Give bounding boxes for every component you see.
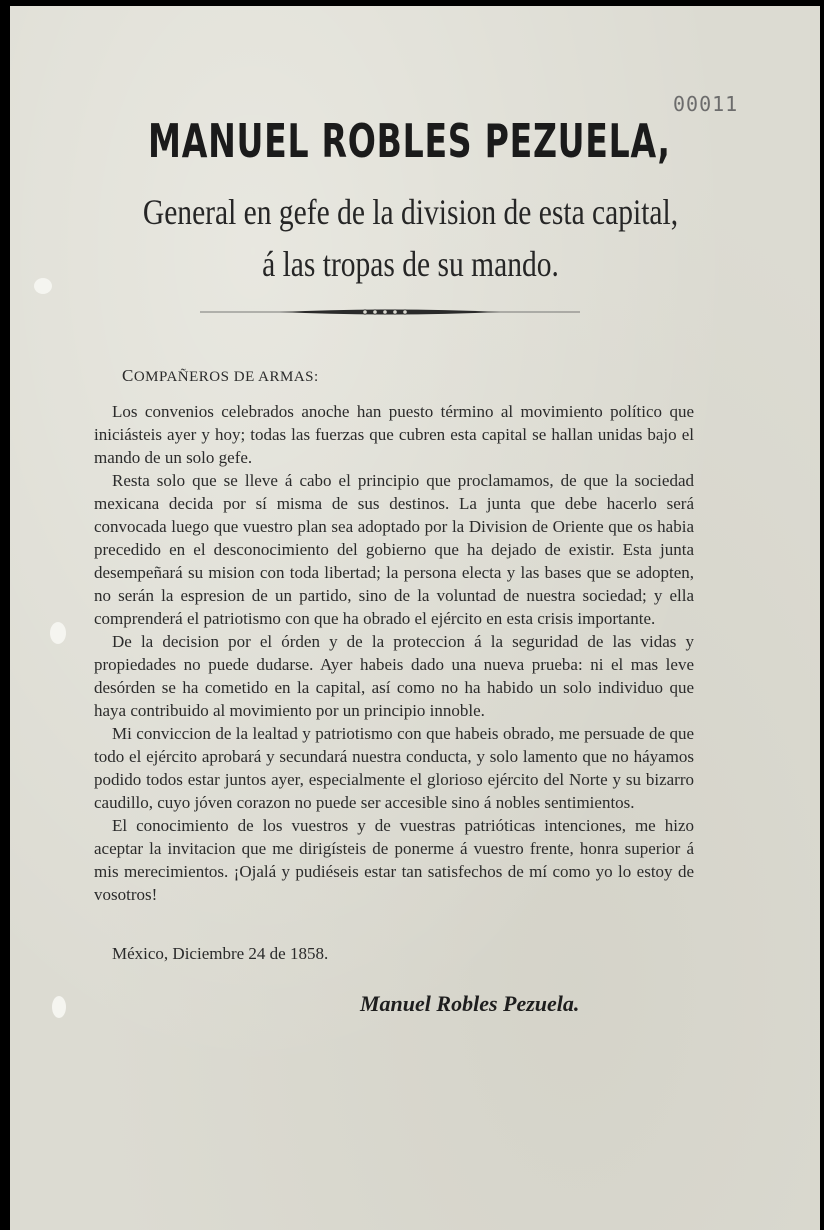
archive-number: 00011 <box>673 92 739 116</box>
paragraph-2: Resta solo que se lleve á cabo el principio que proclamamos, de que la sociedad mexicana decida por sí misma de sus destinos. La junta que debe hacerlo será convocada luego que vuestro plan sea adoptado por la Division de Oriente que os habia precedido en el desconocimiento del gobierno que ha dejado de existir. Esta junta desempeñará su mision con toda libertad; la persona electa y las bases que se adopten, no serán la espresion de un partido, sino de la voluntad de nuestra sociedad; y ella comprenderá el patriotismo con que ha obrado el ejército en esta crisis importante. <box>94 471 694 628</box>
paper-damage-spot <box>34 278 52 294</box>
dateline: México, Diciembre 24 de 1858. <box>112 944 329 963</box>
paragraph-1: Los convenios celebrados anoche han puesto término al movimiento político que iniciásteis ayer y hoy; todas las fuerzas que cubren esta capital se hallan unidas bajo el mando de un solo gefe. <box>94 402 694 467</box>
document-page <box>10 6 820 1230</box>
salutation-initial: C <box>122 366 134 385</box>
signature: Manuel Robles Pezuela. <box>360 991 580 1016</box>
ornamental-rule <box>200 306 580 318</box>
document-title: MANUEL ROBLES PEZUELA, <box>148 114 671 168</box>
salutation <box>122 366 319 386</box>
document-subtitle-line1: General en gefe de la division de esta capital, <box>142 192 679 232</box>
paragraph-3: De la decision por el órden y de la proteccion á la seguridad de las vidas y propiedades no puede dudarse. Ayer habeis dado una nueva prueba: ni el mas leve desórden se ha cometido en la capital, así como no ha habido un solo individuo que haya contribuido al movimiento por un principio innoble. <box>94 632 694 720</box>
paper-damage-spot <box>52 996 66 1018</box>
paragraph-4: Mi conviccion de la lealtad y patriotismo con que habeis obrado, me persuade de que todo el ejército aprobará y secundará nuestra conducta, y solo lamento que no háyamos podido todos estar juntos ayer, especialmente el glorioso ejército del Norte y su bizarro caudillo, cuyo jóven corazon no puede ser accesible sino á nobles sentimientos. <box>94 724 694 812</box>
salutation-rest: OMPAÑEROS DE ARMAS: <box>133 369 319 385</box>
paragraph-5: El conocimiento de los vuestros y de vuestras patrióticas intenciones, me hizo aceptar la invitacion que me dirigísteis de ponerme á vuestro frente, honra superior á mis merecimientos. ¡Ojalá y pudiéseis estar tan satisfechos de mí como yo lo estoy de vosotros! <box>94 816 694 904</box>
proclamation-body <box>94 400 694 906</box>
paper-damage-spot <box>50 622 66 644</box>
document-subtitle-line2: á las tropas de su mando. <box>262 244 559 284</box>
